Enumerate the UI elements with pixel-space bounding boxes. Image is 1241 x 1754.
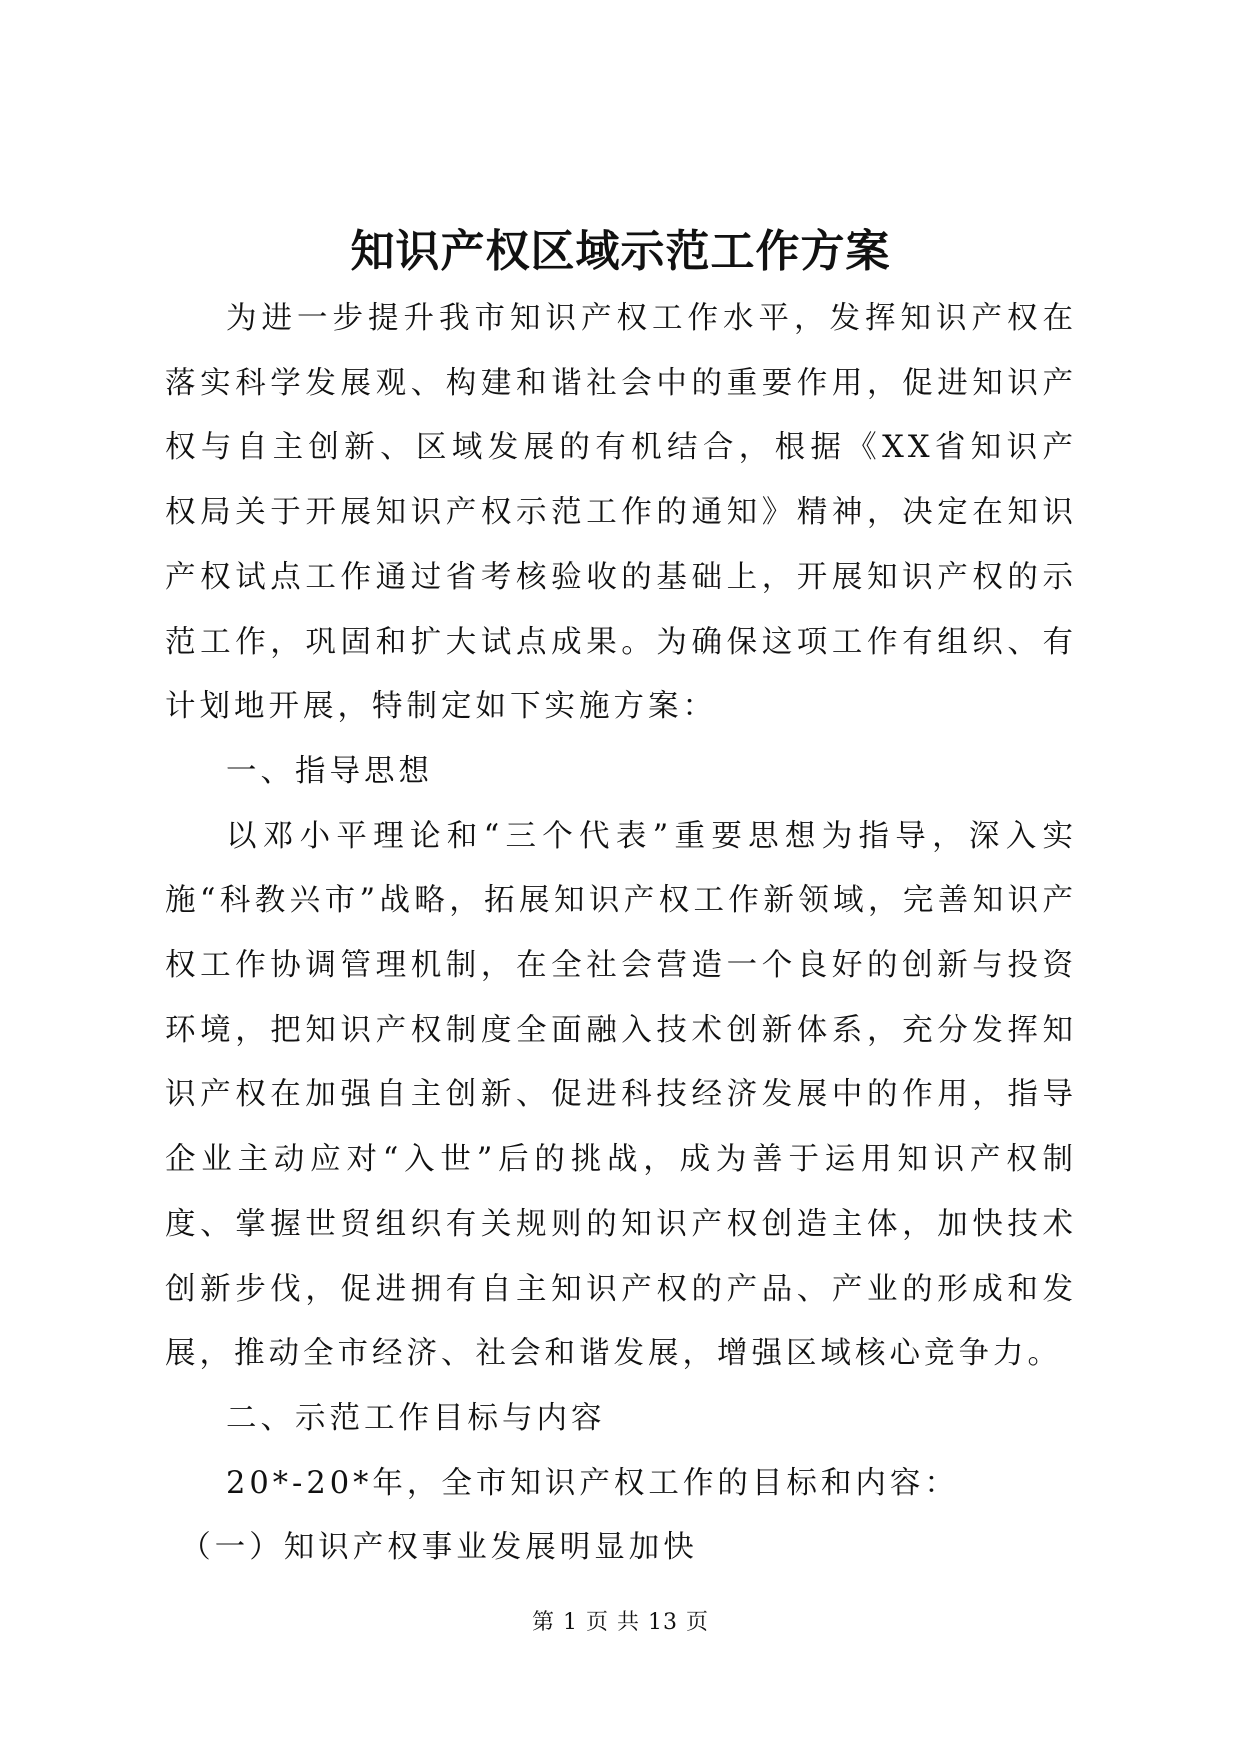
page-number-footer: 第 1 页 共 13 页 <box>532 1610 709 1635</box>
document-body <box>165 287 1077 1581</box>
document-title: 知识产权区域示范工作方案 <box>350 226 891 277</box>
goals-intro-paragraph: 20*-20*年，全市知识产权工作的目标和内容： <box>226 1465 959 1501</box>
guiding-ideology-paragraph: 以邓小平理论和“三个代表”重要思想为指导，深入实施“科教兴市”战略，拓展知识产权工作新领域，完善知识产权工作协调管理机制，在全社会营造一个良好的创新与投资环境，把知识产权制度全面融入技术创新体系，充分发挥知识产权在加强自主创新、促进科技经济发展中的作用，指导企业主动应对“入世”后的挑战，成为善于运用知识产权制度、掌握世贸组织有关规则的知识产权创造主体，加快技术创新步伐，促进拥有自主知识产权的产品、产业的形成和发展，推动全市经济、社会和谐发展，增强区域核心竞争力。 <box>165 818 1077 1372</box>
section-heading-guiding-ideology: 一、指导思想 <box>226 753 433 789</box>
intro-paragraph: 为进一步提升我市知识产权工作水平，发挥知识产权在落实科学发展观、构建和谐社会中的重要作用，促进知识产权与自主创新、区域发展的有机结合，根据《XX省知识产权局关于开展知识产权示范工作的通知》精神，决定在知识产权试点工作通过省考核验收的基础上，开展知识产权的示范工作，巩固和扩大试点成果。为确保这项工作有组织、有计划地开展，特制定如下实施方案： <box>165 301 1077 725</box>
section-heading-goals-and-content: 二、示范工作目标与内容 <box>226 1400 606 1436</box>
subsection-heading-1: （一）知识产权事业发展明显加快 <box>180 1530 698 1566</box>
